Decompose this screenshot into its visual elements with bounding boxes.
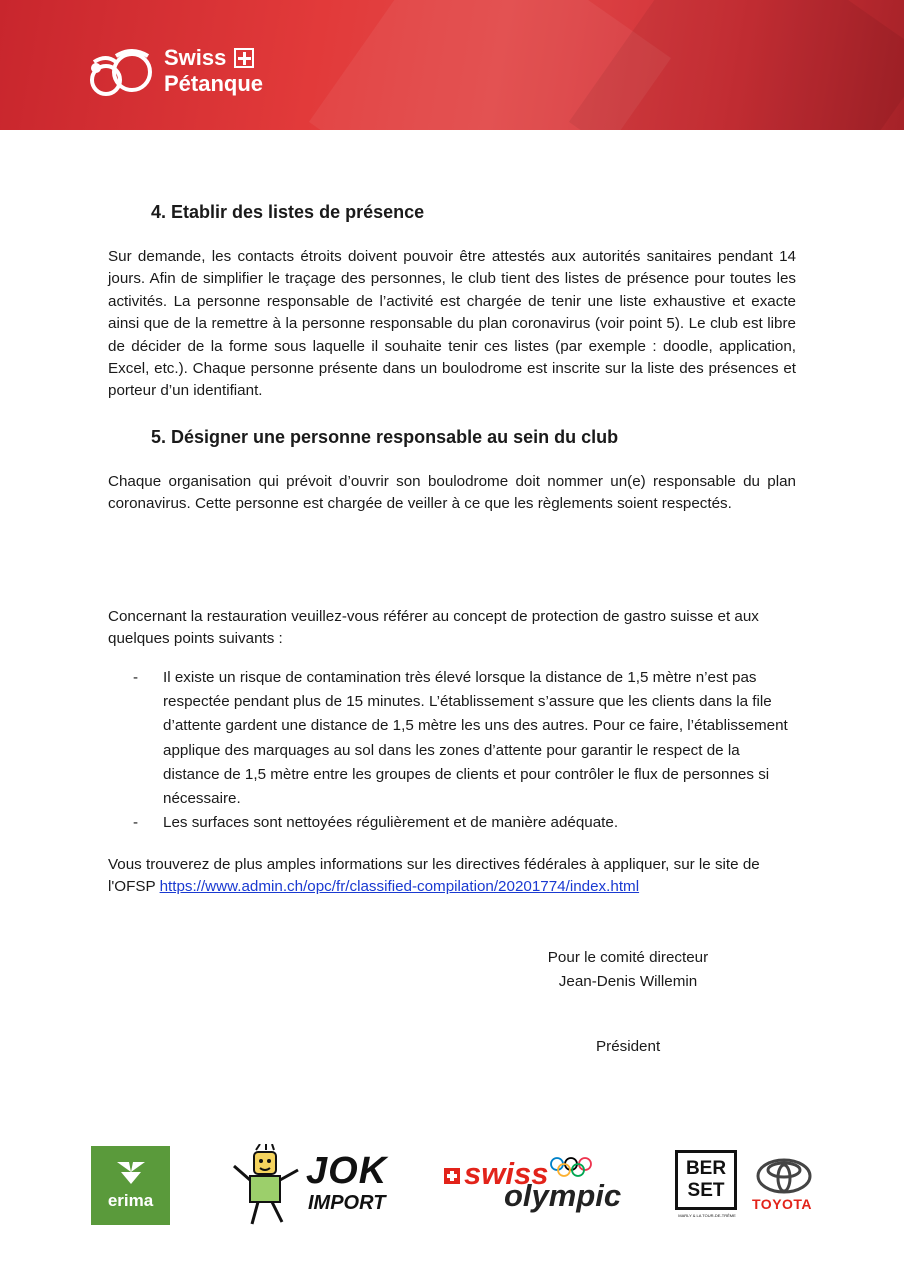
jok-import-logo: [230, 1144, 400, 1228]
erima-name: erima: [107, 1191, 154, 1210]
section-5-title: 5. Désigner une personne responsable au sein du club: [151, 427, 619, 447]
berset-line2: SET: [687, 1180, 725, 1201]
more-info-text: Vous trouverez de plus amples informations sur les directives fédérales à appliquer, sur le site de l'OFSP: [108, 856, 760, 896]
signature-role: Président: [596, 1038, 661, 1055]
toyota-emblem-icon: [756, 1158, 812, 1194]
bullet-text: Les surfaces sont nettoyées régulièrement et de manière adéquate.: [163, 814, 619, 832]
signature-block: [538, 946, 718, 994]
bullet-dash: -: [133, 669, 139, 686]
header-decoration: [569, 0, 904, 130]
brand-line1: Swiss: [164, 45, 227, 70]
brand-line2: Pétanque: [164, 71, 264, 96]
swiss-petanque-logo: [86, 42, 263, 100]
ofsp-link[interactable]: https://www.admin.ch/opc/fr/classified-compilation/20201774/index.html: [159, 878, 640, 896]
toyota-name: TOYOTA: [752, 1196, 813, 1212]
brand-name: [164, 45, 263, 97]
erima-mark-icon: [115, 1160, 147, 1186]
restauration-list: [108, 666, 796, 835]
bullet-dash: -: [133, 814, 139, 832]
olympic-rings-icon: [549, 1156, 599, 1178]
sponsor-bar: [0, 1140, 904, 1230]
berset-line1: BER: [685, 1158, 727, 1179]
bullet-text: Il existe un risque de contamination très élevé lorsque la distance de 1,5 mètre n’est pas respectée pendant plus de 15 minutes. L’établissement s’assure que les clients dans la file d’attente gardent une distance de 1,5 mètre les uns des autres. Pour ce faire, l’établissement applique des marquages au sol dans les zones d’attente pour garantir le respect de la distance de 1,5 mètre entre les groupes de clients et pour contrôler le flux de personnes si nécessaire.: [163, 669, 788, 808]
jok-line2: IMPORT: [308, 1192, 386, 1214]
more-info-paragraph: [108, 854, 796, 899]
petanque-balls-icon: [86, 42, 158, 100]
swiss-flag-icon: [444, 1168, 460, 1184]
jok-mascot-icon: [230, 1144, 308, 1228]
jok-line1: JOK: [306, 1150, 388, 1192]
erima-logo: [91, 1146, 170, 1225]
restauration-intro: Concernant la restauration veuillez-vous référer au concept de protection de gastro suisse et aux quelques points suivants :: [108, 608, 759, 648]
signature-name: Jean-Denis Willemin: [558, 973, 698, 990]
berset-subtitle: MARLY & LA TOUR-DE-TRÊME: [678, 1213, 736, 1218]
olympic-line1: swiss: [464, 1156, 549, 1191]
section-4-title: 4. Etablir des listes de présence: [151, 202, 425, 222]
berset-logo: [675, 1150, 737, 1210]
list-item: [108, 666, 796, 811]
section-4-body: Sur demande, les contacts étroits doivent pouvoir être attestés aux autorités sanitaires pendant 14 jours. Afin de simplifier le traçage des personnes, le club tient des listes de présence pour toutes les activités. La personne responsable de l’activité est chargée de tenir une liste exhaustive et exacte ainsi que de la remettre à la personne responsable du plan coronavirus (voir point 5). Le club est libre de décider de la forme sous laquelle il souhaite tenir ces listes (par exemple : doodle, application, Excel, etc.). Chaque personne présente dans un boulodrome est inscrite sur la liste des présences et porteur d’un identifiant.: [108, 248, 796, 400]
signature-line1: Pour le comité directeur: [547, 949, 709, 966]
section-5-body: Chaque organisation qui prévoit d’ouvrir son boulodrome doit nommer un(e) responsable du plan coronavirus. Cette personne est chargée de veiller à ce que les règlements soient respectés.: [108, 473, 796, 513]
page-header: [0, 0, 904, 130]
swiss-olympic-logo: [444, 1154, 624, 1224]
list-item: [108, 811, 796, 835]
toyota-logo: [750, 1156, 818, 1216]
swiss-cross-icon: [234, 48, 254, 68]
olympic-line2: olympic: [504, 1178, 622, 1213]
